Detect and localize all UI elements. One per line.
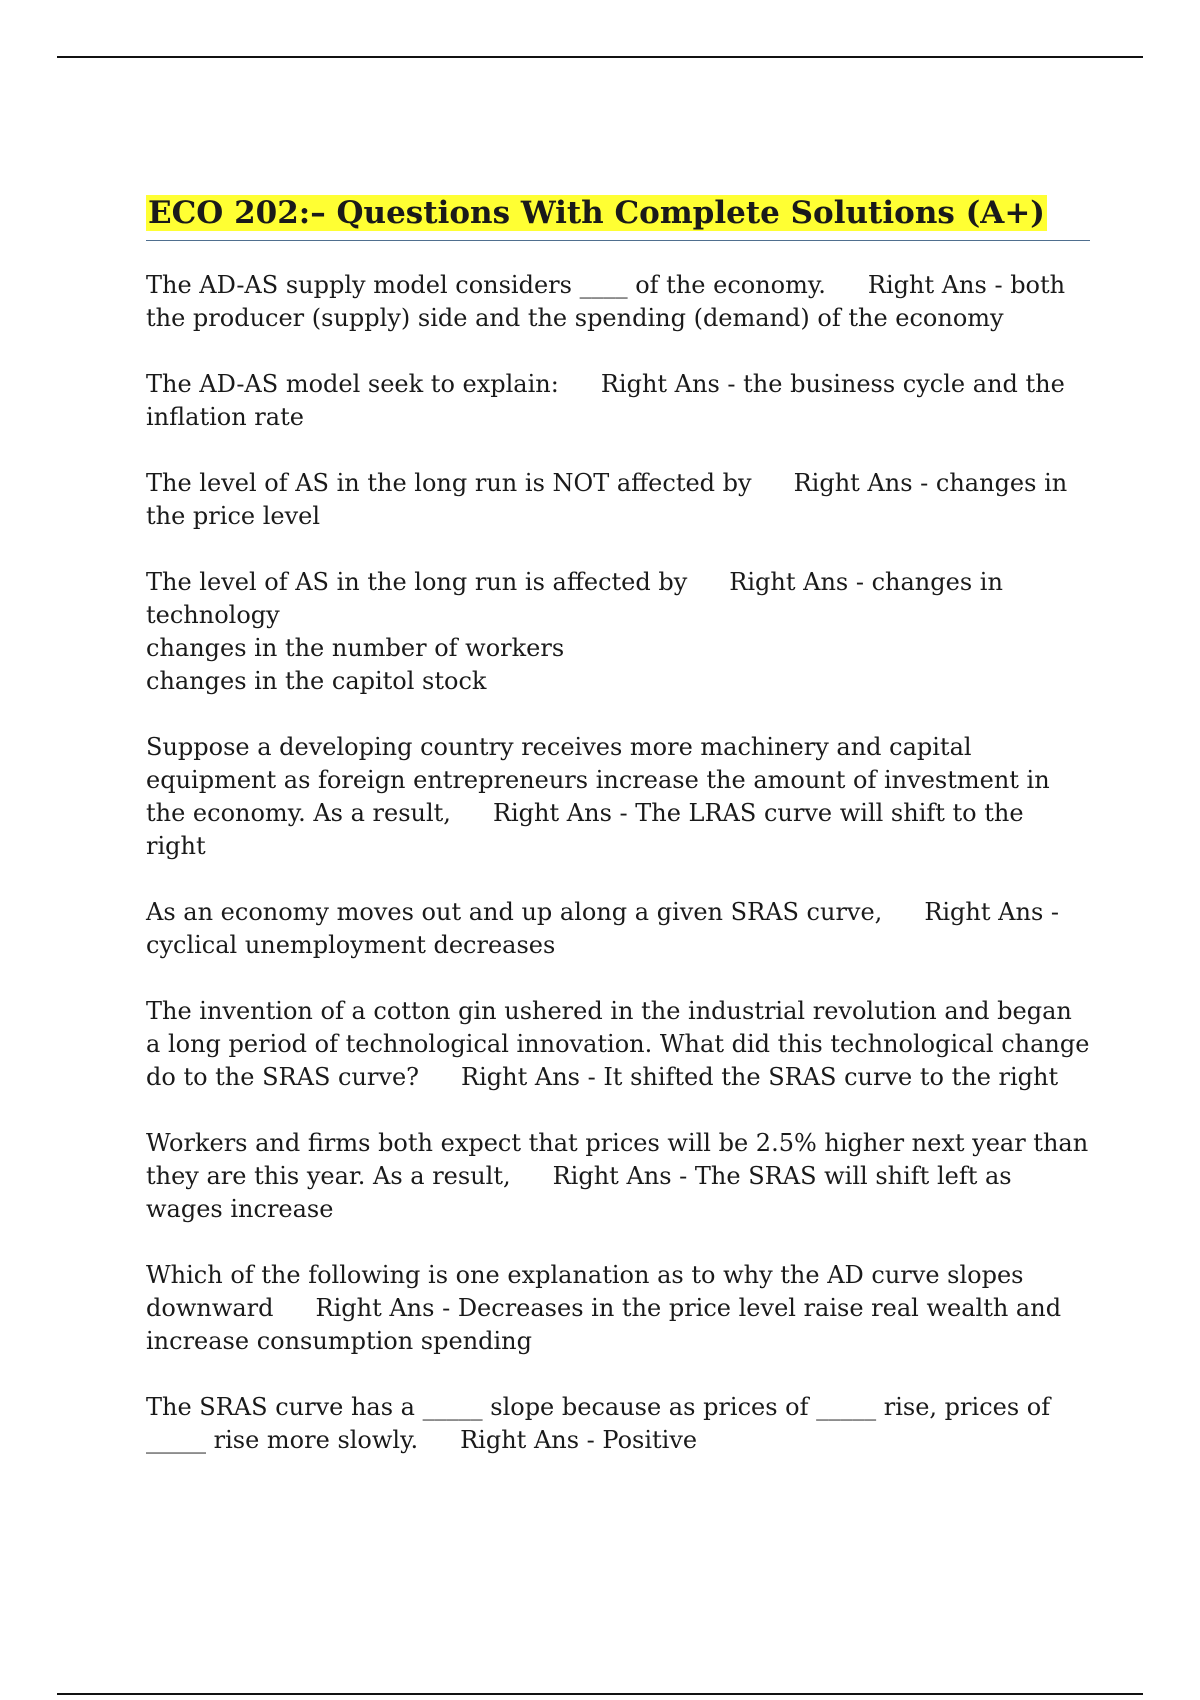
answer-text: both the producer (supply) side and the spending (demand) of the economy <box>146 271 1066 332</box>
question-text: The AD-AS model seek to explain: <box>146 370 559 398</box>
question-text: The SRAS curve has a _____ slope because as prices of _____ rise, prices of _____ rise more slowly. <box>146 1393 1051 1454</box>
answer-text: Positive <box>602 1426 698 1454</box>
answer-text: It shifted the SRAS curve to the right <box>603 1063 1059 1091</box>
qa-item <box>146 467 1090 533</box>
answer-prefix: Right Ans - <box>460 1426 603 1454</box>
answer-text: cyclical unemployment decreases <box>146 931 556 959</box>
qa-item <box>146 731 1090 863</box>
qa-item <box>146 995 1090 1094</box>
qa-item <box>146 1127 1090 1226</box>
answer-text: The LRAS curve will shift to the right <box>146 799 1024 860</box>
qa-item <box>146 1259 1090 1358</box>
question-text: The level of AS in the long run is NOT affected by <box>146 469 752 497</box>
answer-prefix: Right Ans - <box>552 1162 695 1190</box>
question-text: Suppose a developing country receives more machinery and capital equipment as foreign entrepreneurs increase the amount of investment in the economy. As a result, <box>146 733 1050 827</box>
answer-prefix: Right Ans - <box>492 799 636 827</box>
header-rule <box>57 56 1143 58</box>
question-text: Which of the following is one explanation as to why the AD curve slopes downward <box>146 1261 1024 1322</box>
question-text: The invention of a cotton gin ushered in the industrial revolution and began a long period of technological innovation. What did this technological change do to the SRAS curve? <box>146 997 1090 1091</box>
footer-rule <box>57 1693 1143 1695</box>
answer-prefix: Right Ans - <box>793 469 936 497</box>
answer-text: Decreases in the price level raise real wealth and increase consumption spending <box>146 1294 1062 1355</box>
answer-prefix: Right Ans - <box>461 1063 604 1091</box>
answer-prefix: Right Ans - <box>924 898 1059 926</box>
answer-text: changes in the price level <box>146 469 1068 530</box>
document-title: ECO 202:– Questions With Complete Solutions (A+) <box>148 195 1045 231</box>
answer-text: changes in technology changes in the number of workers changes in the capitol stock <box>146 568 1003 695</box>
answer-prefix: Right Ans - <box>867 271 1011 299</box>
question-text: As an economy moves out and up along a given SRAS curve, <box>146 898 883 926</box>
qa-item <box>146 566 1090 698</box>
qa-item <box>146 368 1090 434</box>
answer-text: the business cycle and the inflation rate <box>146 370 1065 431</box>
qa-list <box>146 269 1090 1457</box>
question-text: Workers and firms both expect that prices will be 2.5% higher next year than they are this year. As a result, <box>146 1129 1089 1190</box>
title-block <box>146 192 1090 241</box>
answer-prefix: Right Ans - <box>729 568 872 596</box>
document-body <box>146 192 1090 1490</box>
answer-prefix: Right Ans - <box>600 370 744 398</box>
qa-item <box>146 896 1090 962</box>
question-text: The level of AS in the long run is affected by <box>146 568 688 596</box>
qa-item <box>146 1391 1090 1457</box>
qa-item <box>146 269 1090 335</box>
question-text: The AD-AS supply model considers ____ of the economy. <box>146 271 826 299</box>
answer-prefix: Right Ans - <box>315 1294 458 1322</box>
answer-text: The SRAS will shift left as wages increase <box>146 1162 1012 1223</box>
